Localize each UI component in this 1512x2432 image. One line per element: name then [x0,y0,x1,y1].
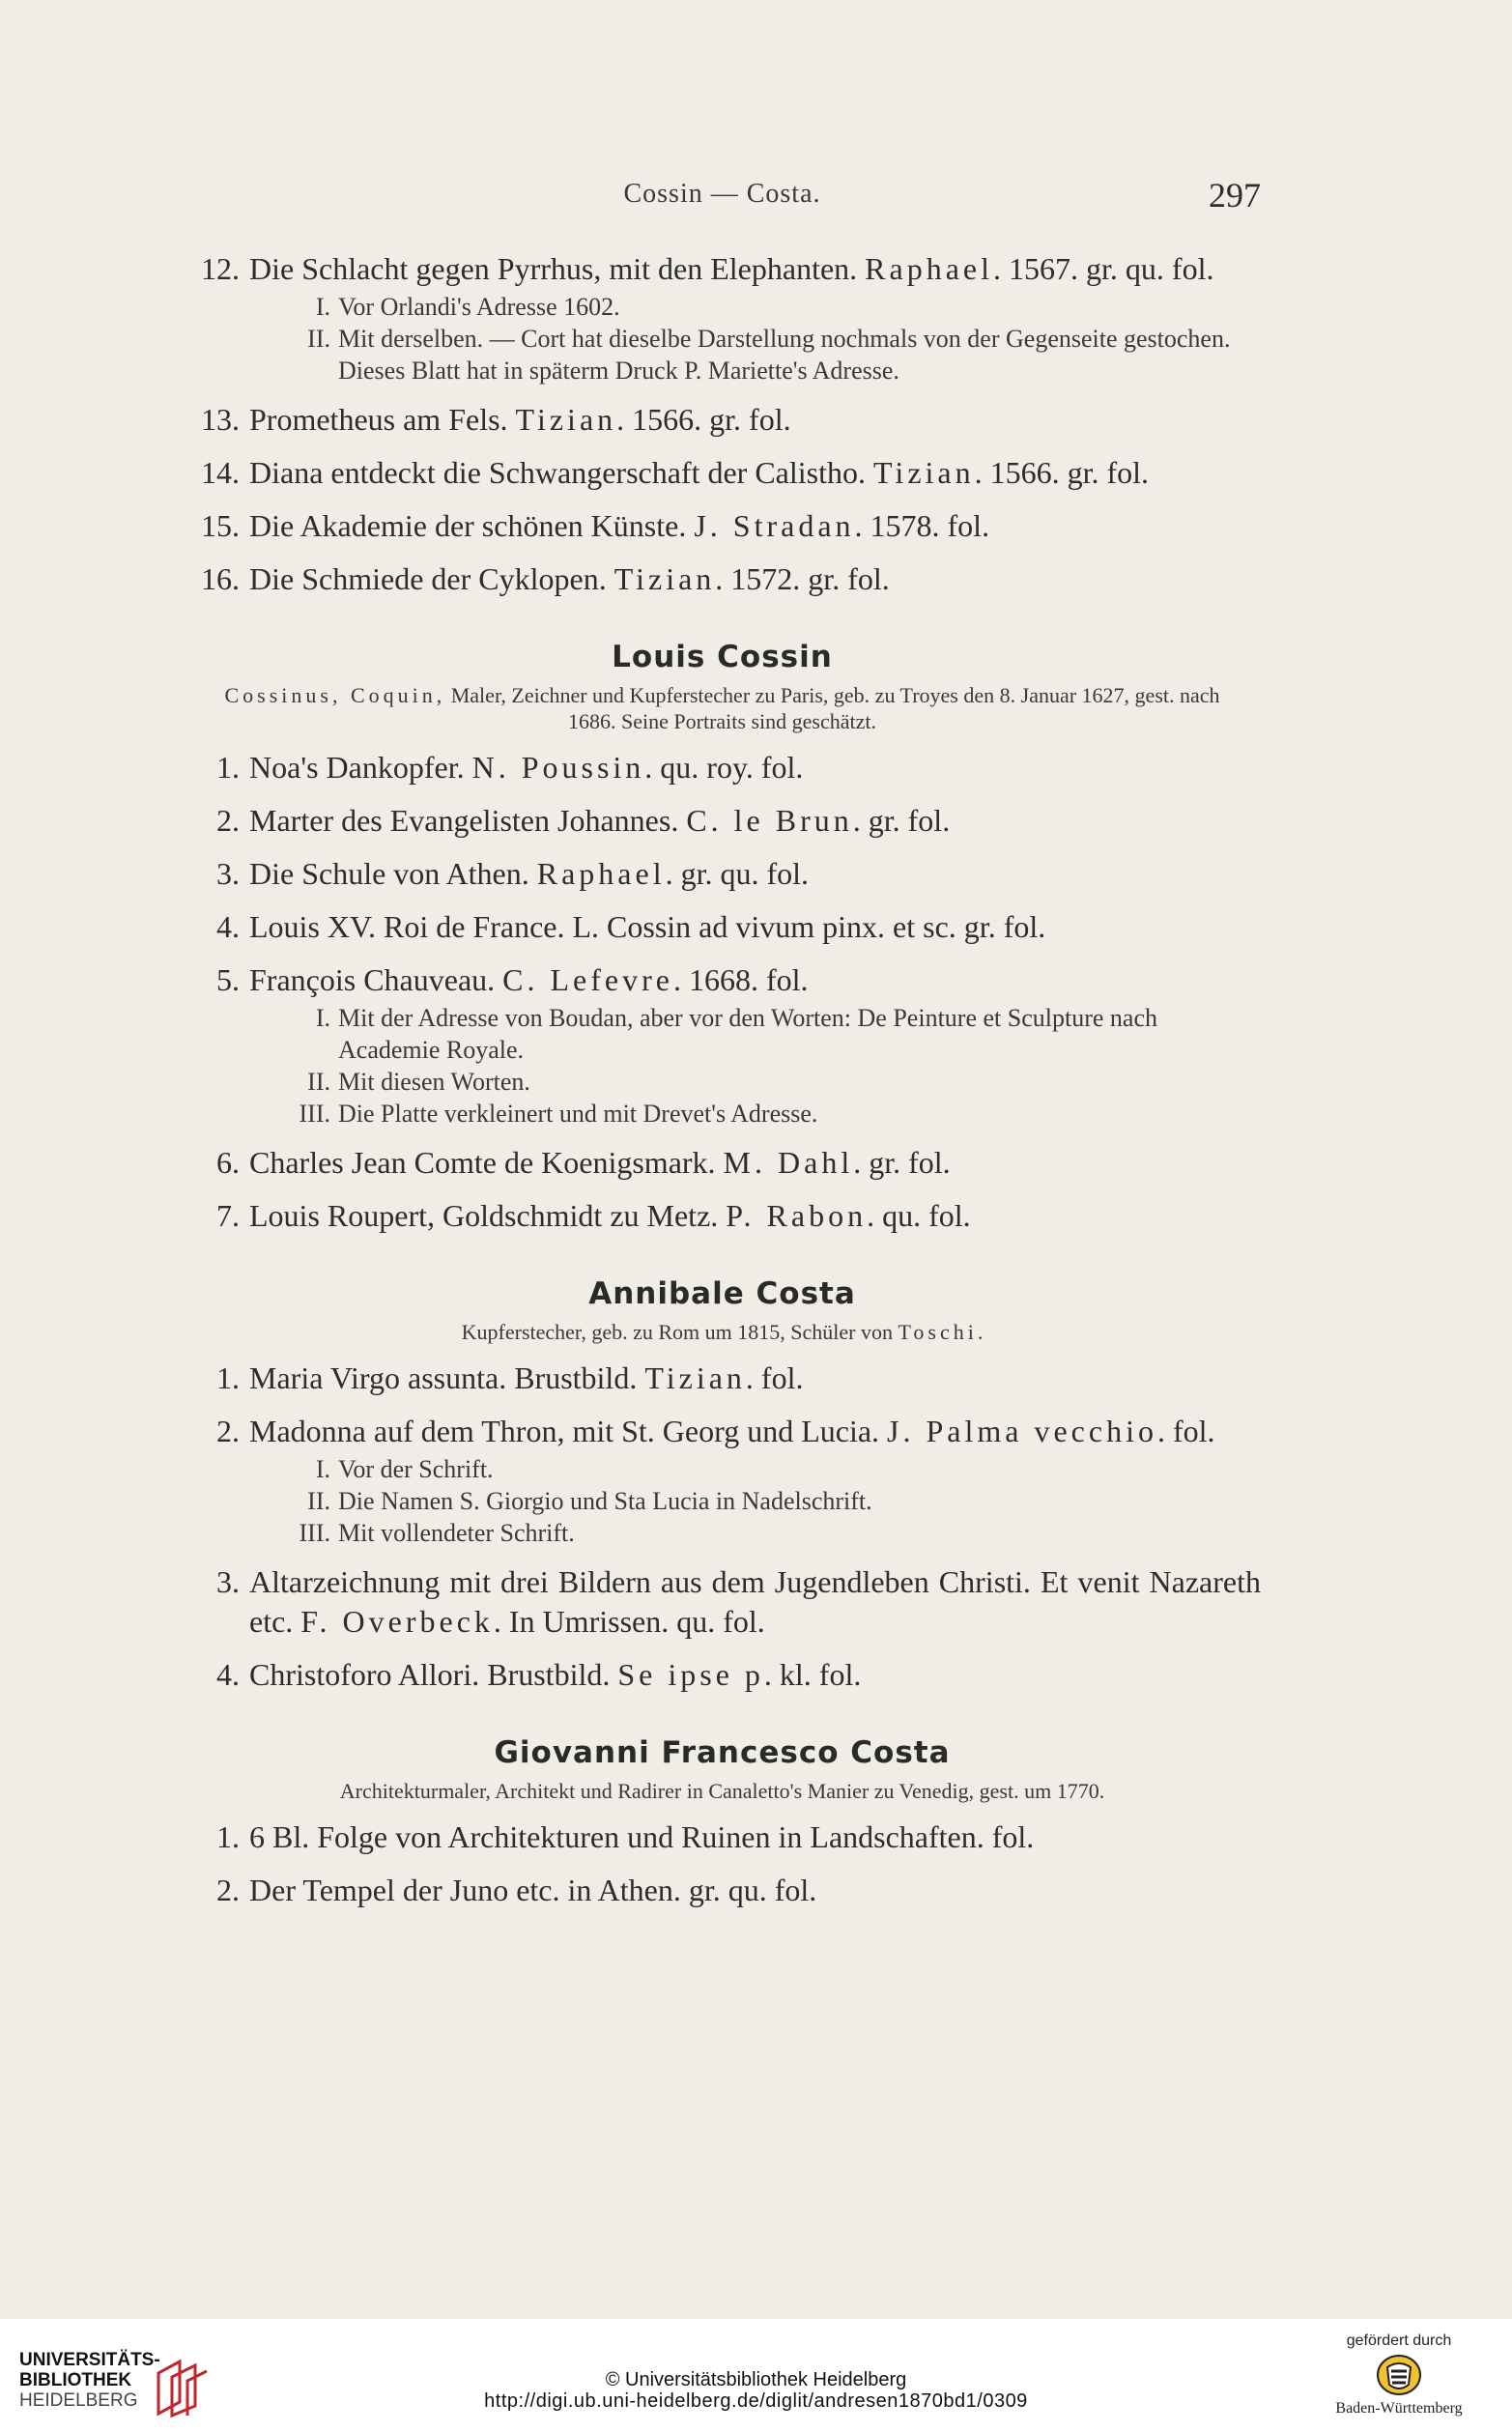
entry-text [249,1143,1261,1183]
state-item [184,1453,1261,1485]
state-list [184,1002,1261,1130]
entry-details: . gr. qu. fol. [665,856,810,891]
bio-louis-cossin [184,682,1261,734]
bio-name: Toschi [898,1320,978,1344]
entry-number: 4. [216,909,240,944]
entry-title: Louis XV. Roi de France. L. Cossin ad vivum pinx. et sc. gr. fol. [249,909,1046,944]
entry-text [249,1196,1261,1236]
entry-artist: Tizian [873,455,975,490]
entry-artist: N. Poussin [471,750,645,785]
entry-artist: C. Lefevre [502,962,673,997]
state-numeral: III. [299,1100,330,1128]
entry-artist: P. Rabon [726,1198,868,1233]
entry-text [249,801,1261,841]
state-list [184,1453,1261,1549]
entry-text [249,249,1261,289]
page-content [184,249,1261,1910]
catalog-entry [184,1143,1261,1183]
funder-block [1307,2332,1491,2418]
entry-text [249,1817,1261,1857]
entry-artist: C. le Brun [686,803,853,838]
entry-text [249,1412,1261,1451]
entry-number: 2. [216,1414,240,1448]
entry-title: Altarzeichnung mit drei Bildern aus dem Jugendleben Christi. Et venit Nazareth etc. [249,1564,1261,1639]
entry-text [249,400,1261,440]
state-numeral: II. [307,325,330,353]
state-numeral: I. [315,293,330,321]
heading-annibale-costa: Annibale Costa [588,1276,856,1311]
catalog-entry [184,1562,1261,1642]
entry-number: 12. [201,251,240,286]
entry-details: . kl. fol. [763,1657,862,1692]
entry-title: Noa's Dankopfer. [249,750,472,785]
heading-giovanni-costa: Giovanni Francesco Costa [494,1735,951,1770]
entry-details: . 1572. gr. fol. [715,561,890,596]
entry-text [249,907,1261,947]
entry-text [249,748,1261,787]
entry-number: 4. [216,1657,240,1692]
entry-number: 2. [216,1873,240,1907]
catalog-entry [184,249,1261,289]
state-crest-icon [1376,2354,1422,2396]
catalog-entry [184,1655,1261,1695]
state-name: Baden-Württemberg [1335,2400,1463,2417]
entry-artist: J. Palma vecchio [887,1414,1157,1448]
running-title: Cossin — Costa. [623,179,821,209]
entry-artist: M. Dahl [723,1145,854,1180]
entry-number: 6. [216,1145,240,1180]
state-text: Mit diesen Worten. [338,1068,530,1096]
catalog-entry [184,960,1261,1000]
state-item [184,323,1261,386]
state-numeral: I. [315,1455,330,1483]
funded-by-label: gefördert durch [1346,2332,1452,2349]
entry-details: . 1578. fol. [854,508,990,543]
entry-text [249,506,1261,546]
catalog-entry [184,506,1261,546]
catalog-entry [184,453,1261,493]
entry-text [249,559,1261,599]
footer-bar [0,2319,1512,2432]
state-numeral: II. [307,1487,330,1515]
entry-number: 13. [201,402,240,437]
entry-number: 14. [201,455,240,490]
bio-name: Cossinus, Coquin, [224,683,446,707]
entry-number: 1. [216,750,240,785]
catalog-entry [184,907,1261,947]
state-numeral: II. [307,1068,330,1096]
entry-artist: J. Stradan [694,508,855,543]
entry-title: 6 Bl. Folge von Architekturen und Ruinen in Landschaften. fol. [249,1819,1035,1854]
entry-details: . fol. [1156,1414,1215,1448]
entry-number: 3. [216,1564,240,1599]
state-text: Die Platte verkleinert und mit Drevet's Adresse. [338,1100,818,1128]
entry-title: Charles Jean Comte de Koenigsmark. [249,1145,724,1180]
section-annibale-costa [184,1359,1261,1695]
entry-title: Marter des Evangelisten Johannes. [249,803,687,838]
entry-details: . 1668. fol. [672,962,809,997]
entry-text [249,854,1261,894]
library-name-line1: UNIVERSITÄTS- [19,2350,160,2370]
copyright-block [0,2369,1512,2412]
state-numeral: I. [315,1004,330,1032]
heading-louis-cossin: Louis Cossin [612,640,833,674]
state-text: Mit der Adresse von Boudan, aber vor den Worten: De Peinture et Sculpture nach Academie Royale. [338,1004,1157,1064]
entry-artist: Tizian [515,402,617,437]
state-item [184,1485,1261,1517]
entry-title: François Chauveau. [249,962,503,997]
entry-title: Die Schule von Athen. [249,856,537,891]
entry-title: Die Schlacht gegen Pyrrhus, mit den Elephanten. [249,251,866,286]
entry-details: . qu. fol. [867,1198,971,1233]
entry-number: 1. [216,1360,240,1395]
section-louis-cossin [184,748,1261,1236]
entry-title: Maria Virgo assunta. Brustbild. [249,1360,645,1395]
bio-text: Kupferstecher, geb. zu Rom um 1815, Schüler von [461,1320,899,1344]
state-item [184,1098,1261,1130]
entry-text [249,1359,1261,1398]
copyright-text: © Universitätsbibliothek Heidelberg [605,2369,907,2390]
entry-title: Christoforo Allori. Brustbild. [249,1657,618,1692]
entry-title: Prometheus am Fels. [249,402,516,437]
page-header [184,176,1261,217]
entry-details: . gr. fol. [852,803,951,838]
state-numeral: III. [299,1519,330,1547]
library-name-line3: HEIDELBERG [19,2390,138,2411]
entry-artist: Tizian [613,561,716,596]
state-text: Mit derselben. — Cort hat dieselbe Darstellung nochmals von der Gegenseite gestochen. Dieses Blatt hat in späterm Druck P. Mariette's Adresse. [338,325,1231,385]
entry-number: 15. [201,508,240,543]
entry-number: 5. [216,962,240,997]
bio-annibale-costa [184,1319,1261,1345]
entry-text [249,1871,1261,1910]
entry-number: 16. [201,561,240,596]
entry-text [249,1562,1261,1642]
state-text: Mit vollendeter Schrift. [338,1519,575,1547]
entry-number: 3. [216,856,240,891]
state-text: Vor Orlandi's Adresse 1602. [338,293,620,321]
entry-text [249,960,1261,1000]
entry-title: Diana entdeckt die Schwangerschaft der Calistho. [249,455,873,490]
entry-title: Louis Roupert, Goldschmidt zu Metz. [249,1198,727,1233]
entry-details: . In Umrissen. qu. fol. [493,1604,765,1639]
entry-artist: F. Overbeck [300,1604,494,1639]
state-text: Vor der Schrift. [338,1455,494,1483]
catalog-entry [184,1412,1261,1451]
entry-title: Der Tempel der Juno etc. in Athen. gr. qu. fol. [249,1873,817,1907]
entry-number: 7. [216,1198,240,1233]
bio-giovanni-costa: Architekturmaler, Architekt und Radirer in Canaletto's Manier zu Venedig, gest. um 1770. [339,1779,1105,1803]
catalog-entry [184,559,1261,599]
catalog-entry [184,748,1261,787]
entry-artist: Tizian [644,1360,746,1395]
state-item [184,1066,1261,1098]
entry-title: Madonna auf dem Thron, mit St. Georg und Lucia. [249,1414,888,1448]
catalog-entry [184,854,1261,894]
entry-title: Die Akademie der schönen Künste. [249,508,695,543]
state-item [184,1002,1261,1066]
state-list [184,291,1261,386]
entry-details: . 1567. gr. qu. fol. [993,251,1214,286]
catalog-entry [184,1196,1261,1236]
entry-text [249,453,1261,493]
entry-details: . 1566. gr. fol. [974,455,1150,490]
bio-text-end: . [977,1320,984,1344]
bio-text: Maler, Zeichner und Kupferstecher zu Paris, geb. zu Troyes den 8. Januar 1627, gest. nach 1686. Seine Portraits sind geschätzt. [445,683,1220,733]
page-number: 297 [1209,176,1261,215]
entry-details: . 1566. gr. fol. [616,402,791,437]
entry-artist: Raphael [536,856,666,891]
section-cossin-continued [184,249,1261,599]
permalink-url[interactable]: http://digi.ub.uni-heidelberg.de/diglit/andresen1870bd1/0309 [484,2390,1028,2412]
catalog-entry [184,1359,1261,1398]
state-item [184,1517,1261,1549]
entry-artist: Raphael [865,251,994,286]
entry-details: . qu. roy. fol. [644,750,804,785]
entry-artist: Se ipse p [617,1657,764,1692]
entry-details: . fol. [745,1360,804,1395]
catalog-entry [184,801,1261,841]
state-text: Die Namen S. Giorgio und Sta Lucia in Nadelschrift. [338,1487,872,1515]
entry-number: 1. [216,1819,240,1854]
catalog-entry [184,400,1261,440]
catalog-entry [184,1817,1261,1857]
section-giovanni-costa [184,1817,1261,1910]
catalog-entry [184,1871,1261,1910]
library-name-line2: BIBLIOTHEK [19,2370,132,2390]
state-item [184,291,1261,323]
entry-title: Die Schmiede der Cyklopen. [249,561,614,596]
entry-details: . gr. fol. [853,1145,951,1180]
entry-number: 2. [216,803,240,838]
entry-text [249,1655,1261,1695]
